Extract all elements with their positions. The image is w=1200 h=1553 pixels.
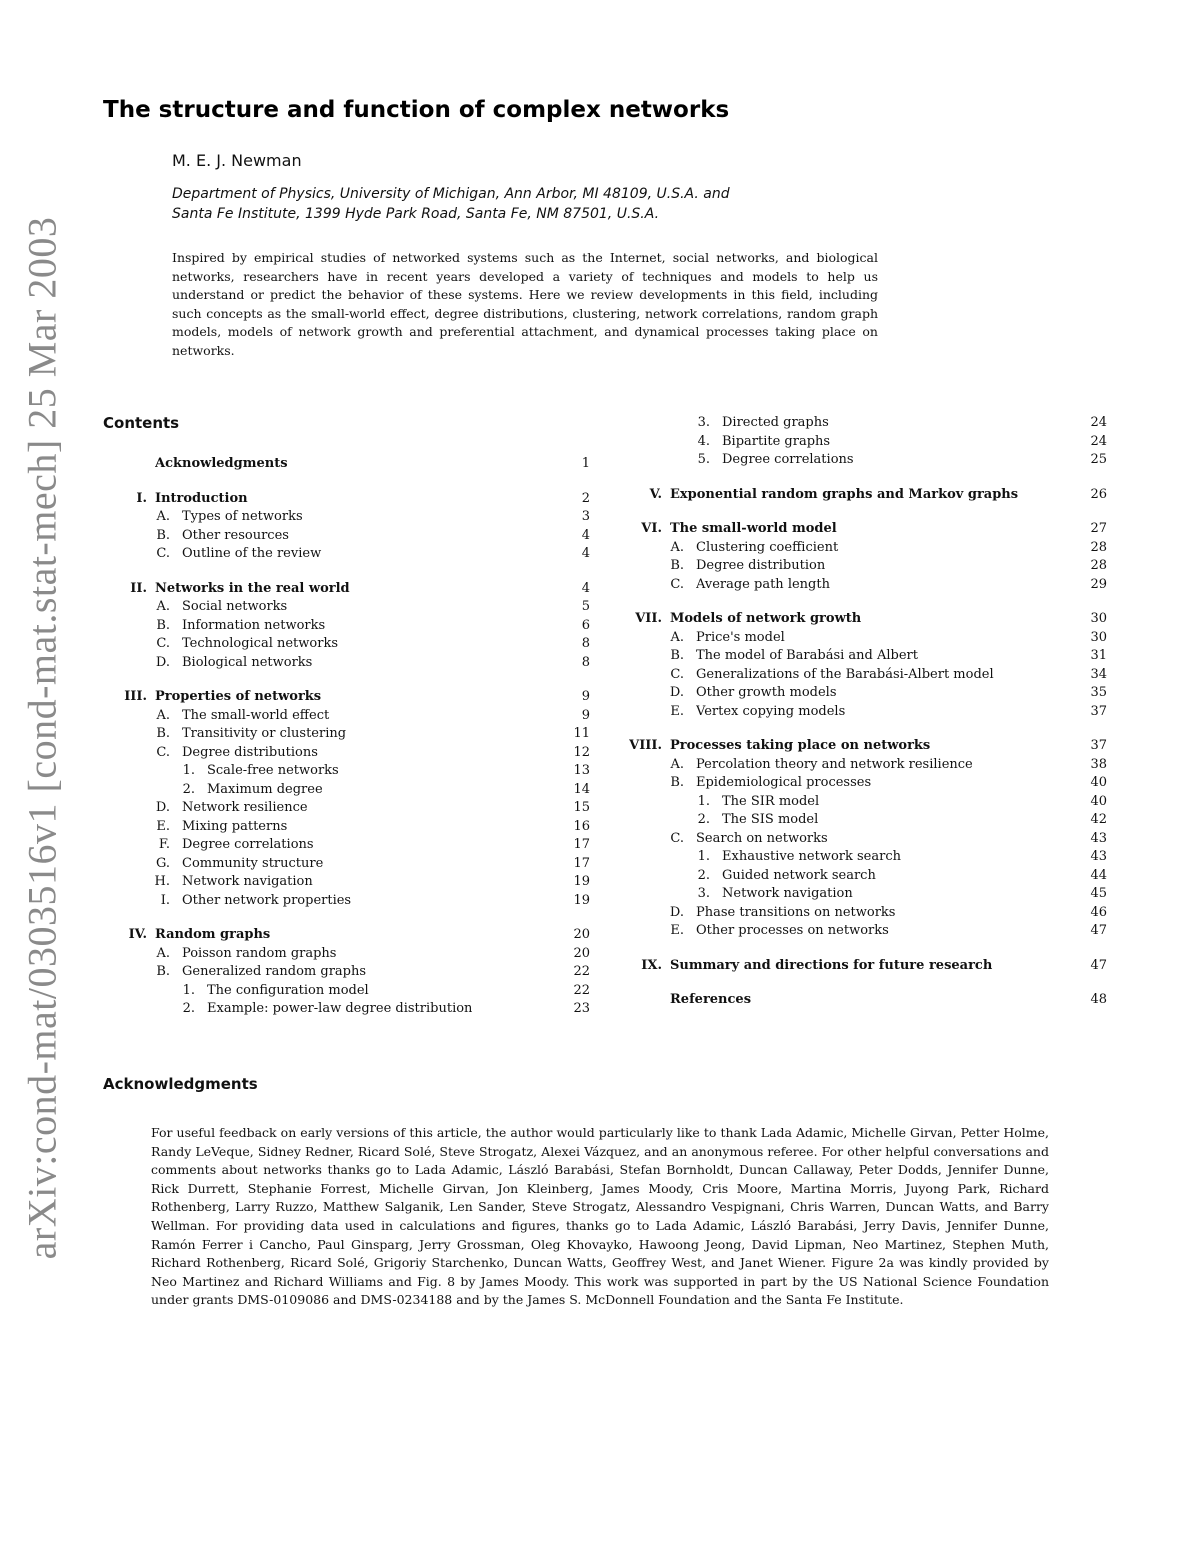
toc-entry-label: Technological networks xyxy=(182,636,338,651)
toc-entry xyxy=(610,923,1107,942)
toc-entry-label: Scale-free networks xyxy=(207,763,339,778)
toc-entry-page: 44 xyxy=(1090,867,1107,883)
toc-entry-number: B. xyxy=(156,617,170,633)
toc-entry-number: H. xyxy=(154,874,170,889)
toc-entry-page: 22 xyxy=(573,982,590,998)
toc-entry xyxy=(103,456,590,475)
toc-entry xyxy=(610,886,1107,905)
toc-entry-page: 4 xyxy=(581,546,590,561)
toc-entry-page: 47 xyxy=(1090,923,1107,938)
toc-entry xyxy=(610,487,1107,506)
affiliation-line: Santa Fe Institute, 1399 Hyde Park Road, Santa Fe, NM 87501, U.S.A. xyxy=(172,206,660,222)
toc-entry-label: Network navigation xyxy=(182,874,313,889)
toc-entry-page: 6 xyxy=(581,617,590,633)
toc-entry-number: B. xyxy=(670,648,684,663)
toc-entry-page: 1 xyxy=(581,456,590,471)
toc-entry-label: Properties of networks xyxy=(155,689,322,704)
toc-entry-label: Networks in the real world xyxy=(155,580,350,596)
toc-entry-label: Information networks xyxy=(182,617,326,633)
toc-entry-label: Network navigation xyxy=(722,886,853,901)
toc-entry xyxy=(103,782,590,801)
toc-entry-number: 2. xyxy=(182,1001,195,1016)
toc-entry-page: 16 xyxy=(573,818,590,834)
toc-entry-label: Epidemiological processes xyxy=(696,775,872,790)
toc-entry-page: 23 xyxy=(573,1001,590,1016)
toc-entry-page: 4 xyxy=(581,580,590,596)
toc-entry xyxy=(103,546,590,565)
toc-entry-page: 13 xyxy=(573,763,590,778)
toc-entry-label: Random graphs xyxy=(155,927,271,942)
toc-entry xyxy=(610,452,1107,471)
toc-entry-label: Network resilience xyxy=(182,800,308,815)
toc-entry-label: Generalized random graphs xyxy=(182,964,367,979)
toc-entry-number: 1. xyxy=(697,793,710,809)
toc-entry-page: 48 xyxy=(1090,992,1107,1007)
toc-entry-page: 43 xyxy=(1090,830,1107,846)
toc-entry xyxy=(103,581,590,600)
toc-entry-page: 9 xyxy=(581,689,590,704)
toc-entry xyxy=(103,745,590,764)
toc-entry-page: 14 xyxy=(573,781,590,797)
toc-entry-page: 30 xyxy=(1090,611,1107,626)
toc-entry xyxy=(610,958,1107,977)
toc-entry-page: 19 xyxy=(573,892,590,908)
toc-entry-label: Transitivity or clustering xyxy=(182,726,347,741)
toc-entry-number: D. xyxy=(155,800,170,815)
toc-entry xyxy=(103,509,590,528)
toc-entry-label: Degree correlations xyxy=(182,837,314,852)
toc-column-left xyxy=(103,456,590,1020)
toc-entry-number: A. xyxy=(156,945,170,961)
toc-column-right xyxy=(610,415,1107,1011)
toc-entry-label: Guided network search xyxy=(722,867,876,883)
toc-entry-number: 5. xyxy=(697,452,710,467)
toc-entry-label: Exhaustive network search xyxy=(722,849,901,864)
toc-entry-label: Other resources xyxy=(182,527,289,543)
toc-entry-page: 2 xyxy=(581,490,590,506)
toc-entry xyxy=(103,837,590,856)
toc-entry-page: 24 xyxy=(1090,415,1107,430)
toc-entry xyxy=(103,893,590,912)
toc-entry-number: 2. xyxy=(697,867,710,883)
toc-entry-label: Types of networks xyxy=(182,509,303,524)
toc-entry-page: 34 xyxy=(1090,666,1107,682)
toc-entry-label: The SIR model xyxy=(722,793,820,809)
toc-entry-number: E. xyxy=(670,703,684,719)
toc-entry-label: Degree correlations xyxy=(722,452,854,467)
toc-entry-label: Summary and directions for future research xyxy=(670,957,993,973)
toc-entry-page: 20 xyxy=(573,945,590,961)
toc-entry-page: 12 xyxy=(573,744,590,760)
toc-entry-number: D. xyxy=(155,654,170,670)
paper-title: The structure and function of complex networks xyxy=(103,97,730,123)
toc-entry-label: Price's model xyxy=(696,629,785,645)
toc-entry-number: D. xyxy=(669,904,684,920)
toc-entry-number: VII. xyxy=(635,611,662,626)
toc-entry xyxy=(103,599,590,618)
paper-author: M. E. J. Newman xyxy=(172,151,302,170)
toc-entry xyxy=(610,630,1107,649)
toc-entry-label: Introduction xyxy=(155,490,248,506)
toc-entry-label: Other growth models xyxy=(696,685,837,700)
toc-entry xyxy=(610,831,1107,850)
toc-entry-page: 3 xyxy=(581,509,590,524)
toc-entry xyxy=(610,648,1107,667)
toc-entry-label: Clustering coefficient xyxy=(696,539,839,555)
toc-entry-label: Average path length xyxy=(696,576,830,592)
toc-entry xyxy=(103,874,590,893)
toc-entry-number: B. xyxy=(156,726,170,741)
toc-entry xyxy=(103,726,590,745)
toc-entry-number: A. xyxy=(670,629,684,645)
toc-entry xyxy=(610,685,1107,704)
toc-entry xyxy=(103,927,590,946)
toc-entry-label: Maximum degree xyxy=(207,781,323,797)
affiliation-line: Department of Physics, University of Michigan, Ann Arbor, MI 48109, U.S.A. and xyxy=(172,186,730,202)
toc-entry xyxy=(610,415,1107,434)
toc-entry-number: IV. xyxy=(128,927,147,942)
toc-entry-page: 38 xyxy=(1090,756,1107,772)
toc-entry xyxy=(610,521,1107,540)
toc-entry-number: II. xyxy=(130,580,147,596)
toc-entry-number: A. xyxy=(156,707,170,723)
toc-entry-page: 30 xyxy=(1090,629,1107,645)
toc-entry-label: Social networks xyxy=(182,599,288,614)
toc-entry-number: E. xyxy=(156,818,170,834)
toc-entry-number: D. xyxy=(669,685,684,700)
toc-entry xyxy=(610,812,1107,831)
toc-entry-label: Acknowledgments xyxy=(155,456,288,471)
toc-entry xyxy=(103,819,590,838)
toc-entry-page: 47 xyxy=(1090,957,1107,973)
toc-entry-number: VIII. xyxy=(629,738,662,753)
toc-entry-label: The configuration model xyxy=(207,982,369,998)
toc-entry-number: 3. xyxy=(697,415,710,430)
toc-entry-label: Degree distribution xyxy=(696,558,826,573)
toc-entry xyxy=(610,849,1107,868)
toc-entry-label: Exponential random graphs and Markov graphs xyxy=(670,486,1019,502)
toc-entry-label: Example: power-law degree distribution xyxy=(207,1001,473,1016)
toc-entry-label: Generalizations of the Barabási-Albert model xyxy=(696,666,994,682)
toc-entry-number: V. xyxy=(649,486,662,502)
toc-entry-number: 1. xyxy=(182,982,195,998)
toc-entry-label: Outline of the review xyxy=(182,546,322,561)
toc-entry xyxy=(103,491,590,510)
toc-entry-number: III. xyxy=(124,689,147,704)
toc-entry-page: 28 xyxy=(1090,539,1107,555)
toc-entry-label: Degree distributions xyxy=(182,744,318,760)
toc-entry-label: Search on networks xyxy=(696,830,828,846)
toc-entry xyxy=(610,611,1107,630)
author-affiliation xyxy=(172,184,730,224)
toc-entry xyxy=(103,618,590,637)
toc-entry xyxy=(610,738,1107,757)
toc-entry-page: 20 xyxy=(573,927,590,942)
toc-entry-number: I. xyxy=(136,490,147,506)
toc-entry-page: 46 xyxy=(1090,904,1107,920)
toc-entry-number: 1. xyxy=(697,849,710,864)
toc-entry-number: I. xyxy=(160,892,170,908)
toc-entry-page: 24 xyxy=(1090,433,1107,449)
toc-entry-number: C. xyxy=(156,546,170,561)
toc-entry xyxy=(103,1001,590,1020)
toc-entry-page: 25 xyxy=(1090,452,1107,467)
toc-entry-label: Phase transitions on networks xyxy=(696,904,896,920)
toc-entry-page: 22 xyxy=(573,964,590,979)
arxiv-identifier: arXiv:cond-mat/0303516v1 [cond-mat.stat-mech] 25 Mar 2003 xyxy=(19,216,65,1260)
toc-entry-page: 8 xyxy=(581,654,590,670)
toc-entry xyxy=(610,775,1107,794)
toc-entry-page: 17 xyxy=(573,837,590,852)
toc-entry-number: 3. xyxy=(697,886,710,901)
toc-entry xyxy=(103,964,590,983)
toc-entry-label: Models of network growth xyxy=(670,611,862,626)
toc-entry xyxy=(103,946,590,965)
arxiv-side-stamp xyxy=(16,212,68,1264)
toc-entry-page: 45 xyxy=(1090,886,1107,901)
toc-entry-label: Poisson random graphs xyxy=(182,945,337,961)
toc-entry xyxy=(610,992,1107,1011)
toc-entry-label: Other network properties xyxy=(182,892,352,908)
toc-entry-number: VI. xyxy=(641,521,662,536)
toc-entry xyxy=(103,708,590,727)
toc-entry xyxy=(610,757,1107,776)
toc-entry-number: A. xyxy=(670,756,684,772)
toc-entry xyxy=(103,528,590,547)
toc-entry-page: 28 xyxy=(1090,558,1107,573)
toc-entry-label: Other processes on networks xyxy=(696,923,889,938)
toc-entry-page: 37 xyxy=(1090,703,1107,719)
toc-entry-page: 31 xyxy=(1090,648,1107,663)
toc-entry-number: B. xyxy=(156,527,170,543)
toc-entry-label: Biological networks xyxy=(182,654,313,670)
toc-entry-label: Processes taking place on networks xyxy=(670,738,931,753)
contents-heading: Contents xyxy=(103,414,180,432)
toc-entry-page: 15 xyxy=(573,800,590,815)
toc-entry xyxy=(610,434,1107,453)
toc-entry-number: 2. xyxy=(697,812,710,827)
toc-entry-label: The SIS model xyxy=(722,812,819,827)
toc-entry-label: The model of Barabási and Albert xyxy=(696,648,918,663)
toc-entry-page: 8 xyxy=(581,636,590,651)
toc-entry-number: C. xyxy=(670,830,684,846)
toc-entry-label: Mixing patterns xyxy=(182,818,288,834)
toc-entry xyxy=(103,655,590,674)
toc-entry xyxy=(103,636,590,655)
toc-entry-label: The small-world model xyxy=(670,521,837,536)
toc-entry xyxy=(610,794,1107,813)
toc-entry-label: Community structure xyxy=(182,855,324,871)
toc-entry xyxy=(103,800,590,819)
toc-entry xyxy=(610,905,1107,924)
toc-entry xyxy=(610,558,1107,577)
toc-entry-number: IX. xyxy=(641,957,662,973)
toc-entry-number: A. xyxy=(670,539,684,555)
toc-entry-page: 17 xyxy=(573,855,590,871)
toc-entry-number: A. xyxy=(156,599,170,614)
toc-entry-number: B. xyxy=(156,964,170,979)
toc-entry-label: The small-world effect xyxy=(182,707,330,723)
toc-entry-number: A. xyxy=(156,509,170,524)
toc-entry-page: 29 xyxy=(1090,576,1107,592)
toc-entry xyxy=(610,540,1107,559)
toc-entry-label: Directed graphs xyxy=(722,415,829,430)
toc-entry xyxy=(610,704,1107,723)
toc-entry-page: 27 xyxy=(1090,521,1107,536)
toc-entry-label: References xyxy=(670,992,752,1007)
toc-entry-number: B. xyxy=(670,775,684,790)
toc-entry-page: 5 xyxy=(581,599,590,614)
toc-entry-number: C. xyxy=(670,666,684,682)
toc-entry-number: 4. xyxy=(697,433,710,449)
toc-entry-label: Bipartite graphs xyxy=(722,433,831,449)
toc-entry xyxy=(610,667,1107,686)
toc-entry-number: C. xyxy=(156,636,170,651)
toc-entry-number: B. xyxy=(670,558,684,573)
toc-entry-page: 19 xyxy=(573,874,590,889)
toc-entry xyxy=(610,868,1107,887)
toc-entry-page: 4 xyxy=(581,527,590,543)
toc-entry-page: 40 xyxy=(1090,775,1107,790)
toc-entry-number: C. xyxy=(670,576,684,592)
toc-entry-page: 26 xyxy=(1090,486,1107,502)
toc-entry-page: 9 xyxy=(581,707,590,723)
toc-entry-label: Percolation theory and network resilience xyxy=(696,756,973,772)
toc-entry-page: 35 xyxy=(1090,685,1107,700)
toc-entry-number: 1. xyxy=(182,763,195,778)
abstract: Inspired by empirical studies of networked systems such as the Internet, social networks, and biological networks, researchers have in recent years developed a variety of techniques and models to help us understand or predict the behavior of these systems. Here we review developments in this field, including such concepts as the small-world effect, degree distributions, clustering, network correlations, random graph models, models of network growth and preferential attachment, and dynamical processes taking place on networks. xyxy=(172,250,878,358)
toc-entry xyxy=(610,577,1107,596)
toc-entry-number: 2. xyxy=(182,781,195,797)
toc-entry-page: 11 xyxy=(573,726,590,741)
toc-entry xyxy=(103,689,590,708)
toc-entry-page: 40 xyxy=(1090,793,1107,809)
acknowledgments-body: For useful feedback on early versions of this article, the author would particularly like to thank Lada Adamic, Michelle Girvan, Petter Holme, Randy LeVeque, Sidney Redner, Ricard Solé, Steve Strogatz, Alexei Vázquez, and an anonymous referee. For other helpful conversations and comments about networks thanks go to Lada Adamic, László Barabási, Stefan Bornholdt, Duncan Callaway, Peter Dodds, Jennifer Dunne, Rick Durrett, Stephanie Forrest, Michelle Girvan, Jon Kleinberg, James Moody, Cris Moore, Martina Morris, Juyong Park, Richard Rothenberg, Larry Ruzzo, Matthew Salganik, Len Sander, Steve Strogatz, Alessandro Vespignani, Chris Warren, Duncan Watts, and Barry Wellman. For providing data used in calculations and figures, thanks go to Lada Adamic, László Barabási, Jerry Davis, Jennifer Dunne, Ramón Ferrer i Cancho, Paul Ginsparg, Jerry Grossman, Oleg Khovayko, Hawoong Jeong, David Lipman, Neo Martinez, Stephen Muth, Richard Rothenberg, Ricard Solé, Grigoriy Starchenko, Duncan Watts, Geoffrey West, and Janet Wiener. Figure 2a was kindly provided by Neo Martinez and Richard Williams and Fig. 8 by James Moody. This work was supported in part by the US National Science Foundation under grants DMS-0109086 and DMS-0234188 and by the James S. McDonnell Foundation and the Santa Fe Institute. xyxy=(151,1125,1049,1308)
toc-entry-number: C. xyxy=(156,744,170,760)
acknowledgments-heading: Acknowledgments xyxy=(103,1075,258,1093)
toc-entry-page: 42 xyxy=(1090,812,1107,827)
toc-entry xyxy=(103,983,590,1002)
toc-entry-number: F. xyxy=(158,837,170,852)
toc-entry-number: G. xyxy=(155,855,170,871)
toc-entry-number: E. xyxy=(670,923,684,938)
toc-entry-page: 43 xyxy=(1090,849,1107,864)
toc-entry xyxy=(103,856,590,875)
toc-entry-page: 37 xyxy=(1090,738,1107,753)
toc-entry-label: Vertex copying models xyxy=(696,703,846,719)
toc-entry xyxy=(103,763,590,782)
